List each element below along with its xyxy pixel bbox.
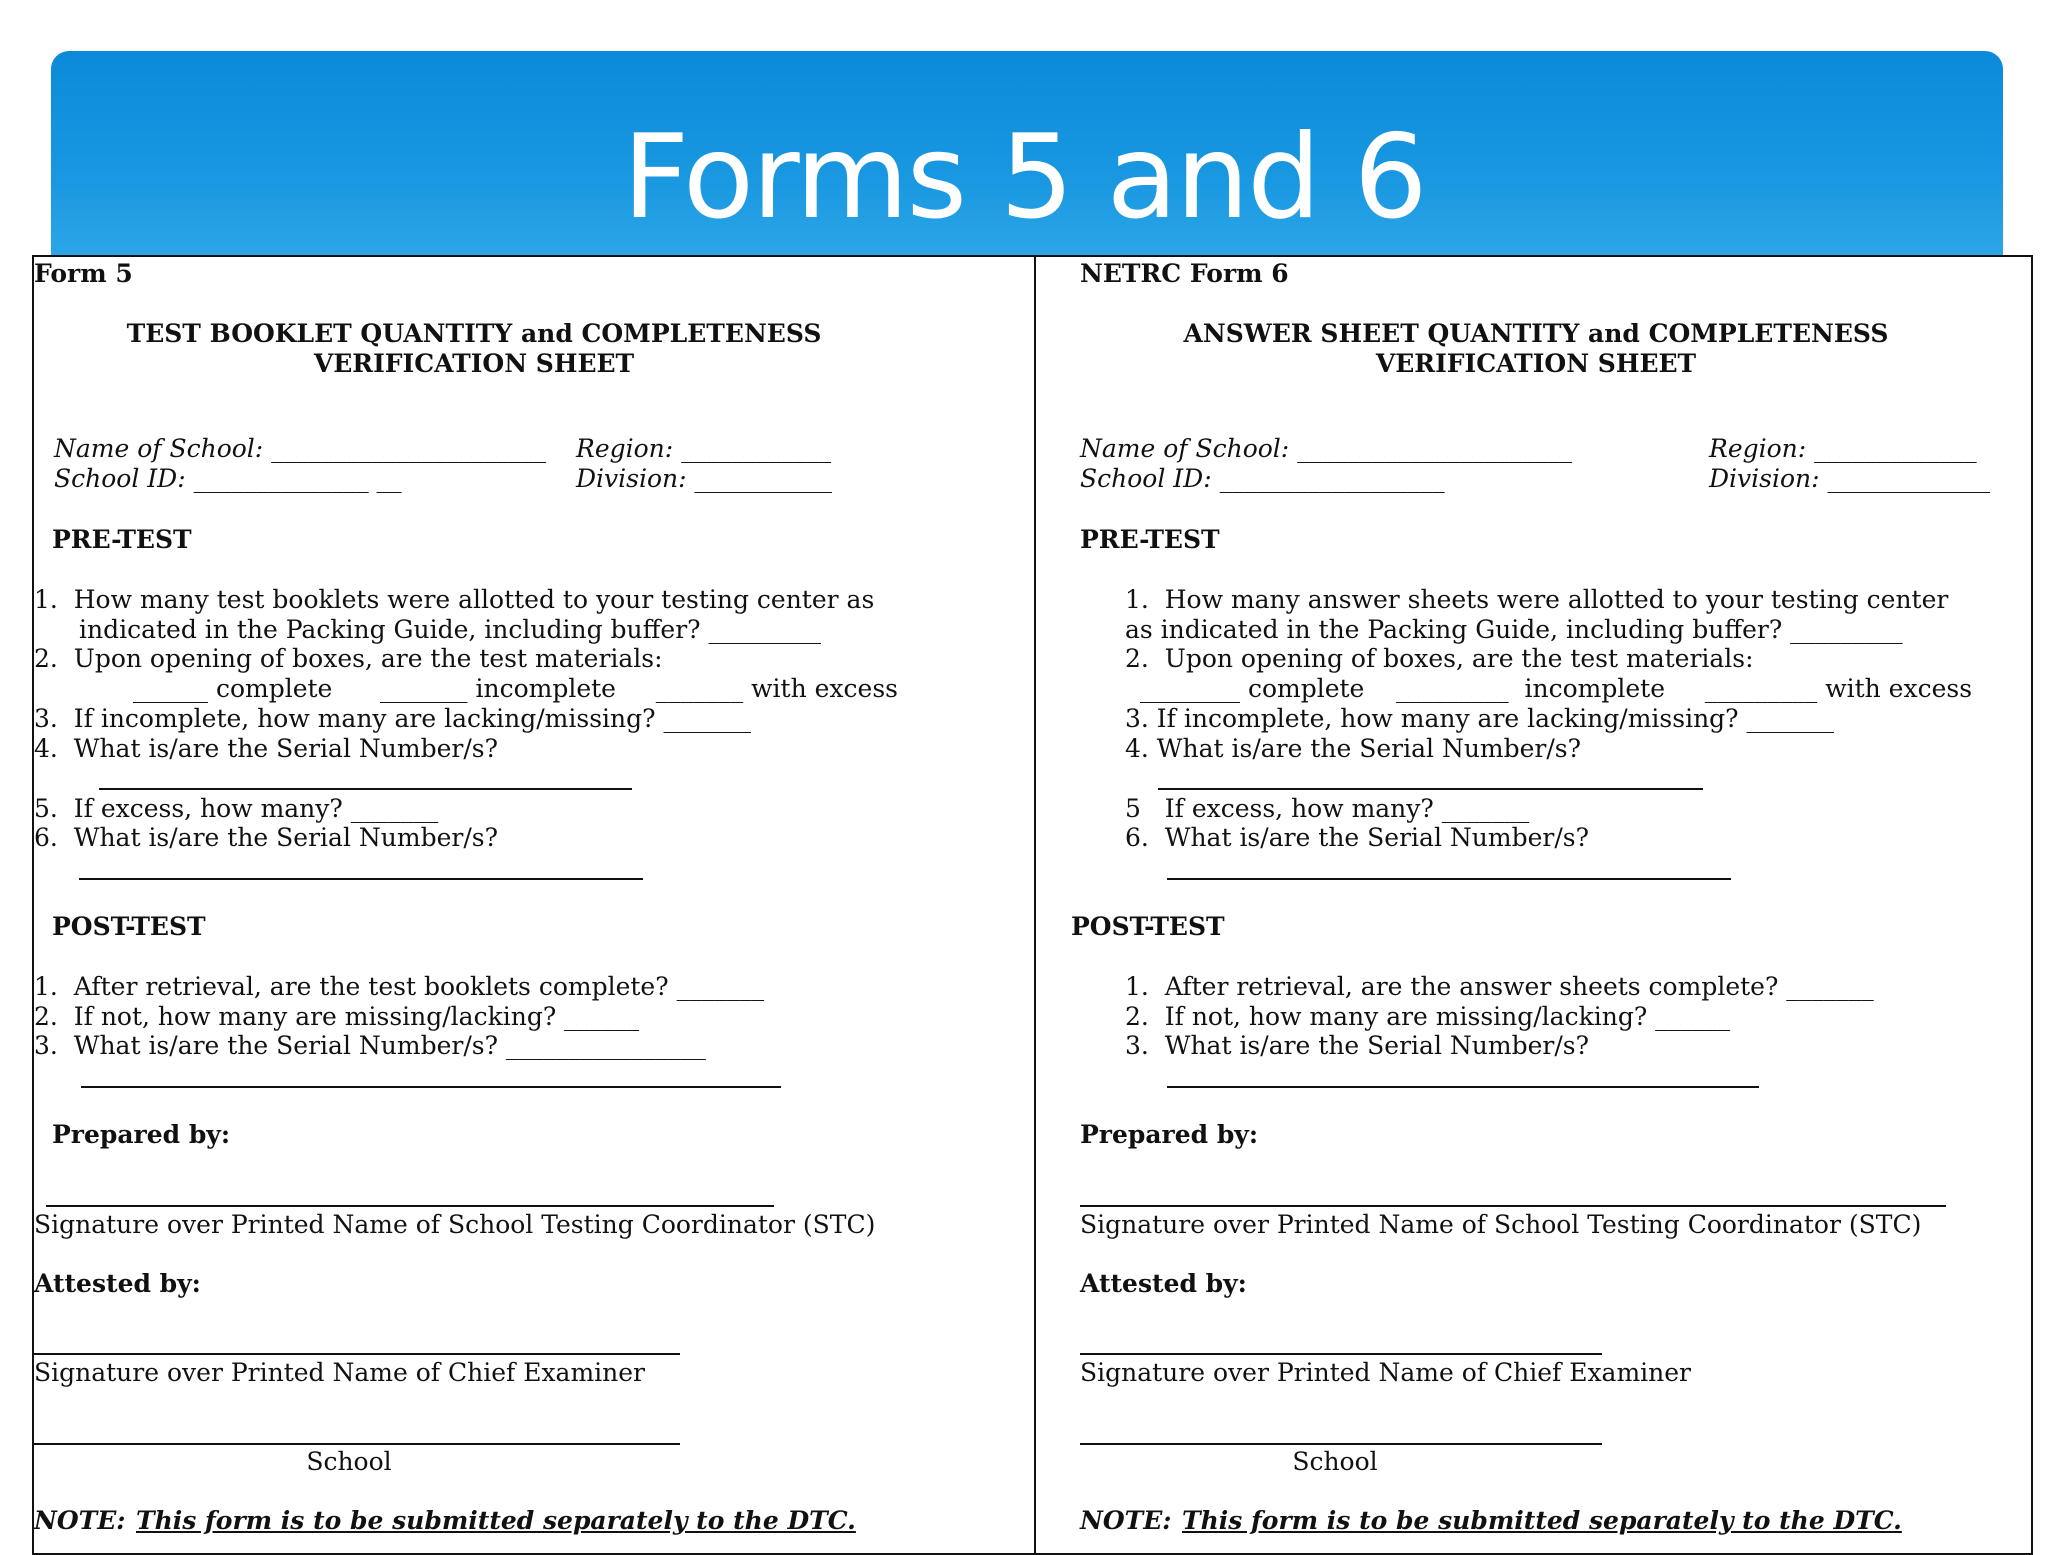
form5-serial-blank-2 xyxy=(79,878,643,880)
form5-posttest-label: POST-TEST xyxy=(52,912,206,941)
form5-pretest-q6: 6. What is/are the Serial Number/s? xyxy=(34,823,498,852)
form5-posttest-q2: 2. If not, how many are missing/lacking? ______ xyxy=(34,1002,640,1031)
form6-school-id: School ID: __________________ xyxy=(1080,464,1445,493)
form6-prepared-by: Prepared by: xyxy=(1080,1120,1259,1149)
form5-prepared-by: Prepared by: xyxy=(52,1120,231,1149)
form6-ce-caption: Signature over Printed Name of Chief Examiner xyxy=(1080,1358,1691,1387)
form6-heading-line2: VERIFICATION SHEET xyxy=(1375,349,1697,378)
form6-pretest-q1: 1. How many answer sheets were allotted to your testing center xyxy=(1125,585,1949,614)
form6-pretest-q6: 6. What is/are the Serial Number/s? xyxy=(1125,823,1589,852)
form6-stc-caption: Signature over Printed Name of School Testing Coordinator (STC) xyxy=(1080,1210,1922,1239)
form6-ce-signature-line xyxy=(1080,1353,1602,1355)
form5-stc-signature-line xyxy=(46,1205,774,1207)
form6-pretest-q2-options: ________ complete _________ incomplete _________ with excess xyxy=(1140,674,1973,703)
form5-school-id: School ID: ______________ __ xyxy=(54,464,402,493)
form6-pretest-q5: 5 If excess, how many? _______ xyxy=(1125,794,1530,823)
form6-division: Division: _____________ xyxy=(1709,464,1991,493)
form5-pretest-q5: 5. If excess, how many? _______ xyxy=(34,794,439,823)
form5-attested-by: Attested by: xyxy=(34,1269,201,1298)
form5-pretest-q2: 2. Upon opening of boxes, are the test materials: xyxy=(34,644,663,673)
form5-panel xyxy=(32,255,1036,1555)
form6-pretest-q3: 3. If incomplete, how many are lacking/missing? _______ xyxy=(1125,704,1835,733)
form6-stc-signature-line xyxy=(1080,1205,1946,1207)
form5-posttest-serial-blank xyxy=(81,1086,781,1088)
form5-name-of-school: Name of School: ______________________ xyxy=(54,434,547,463)
form5-school-line xyxy=(34,1443,680,1445)
form5-pretest-q2-options: ______ complete _______ incomplete _______ with excess xyxy=(133,674,898,703)
form6-posttest-label: POST-TEST xyxy=(1071,912,1225,941)
form6-pretest-label: PRE-TEST xyxy=(1080,525,1220,554)
form6-posttest-q3: 3. What is/are the Serial Number/s? xyxy=(1125,1031,1589,1060)
form6-serial-blank xyxy=(1158,788,1703,790)
form6-pretest-q4: 4. What is/are the Serial Number/s? xyxy=(1125,734,1582,763)
form5-region: Region: ____________ xyxy=(576,434,832,463)
form5-ce-signature-line xyxy=(34,1353,680,1355)
form5-note-text: This form is to be submitted separately to the DTC. xyxy=(136,1506,856,1535)
form5-ce-caption: Signature over Printed Name of Chief Examiner xyxy=(34,1358,645,1387)
form6-school-caption: School xyxy=(1292,1447,1378,1476)
form5-pretest-label: PRE-TEST xyxy=(52,525,192,554)
form6-serial-blank-2 xyxy=(1167,878,1731,880)
form6-label: NETRC Form 6 xyxy=(1080,259,1289,288)
form5-pretest-q1-cont: indicated in the Packing Guide, including buffer? _________ xyxy=(79,615,821,644)
form6-heading-line1: ANSWER SHEET QUANTITY and COMPLETENESS xyxy=(1183,319,1889,348)
form6-posttest-q2: 2. If not, how many are missing/lacking? ______ xyxy=(1125,1002,1731,1031)
form6-pretest-q1-cont: as indicated in the Packing Guide, including buffer? _________ xyxy=(1125,615,1903,644)
form5-heading-line1: TEST BOOKLET QUANTITY and COMPLETENESS xyxy=(126,319,822,348)
form6-attested-by: Attested by: xyxy=(1080,1269,1247,1298)
form5-note-label: NOTE: xyxy=(34,1506,126,1535)
form5-serial-blank xyxy=(99,788,632,790)
form6-note-label: NOTE: xyxy=(1080,1506,1172,1535)
form5-school-caption: School xyxy=(306,1447,392,1476)
form6-posttest-serial-blank xyxy=(1167,1086,1759,1088)
form6-pretest-q2: 2. Upon opening of boxes, are the test materials: xyxy=(1125,644,1754,673)
form5-stc-caption: Signature over Printed Name of School Testing Coordinator (STC) xyxy=(34,1210,876,1239)
form6-posttest-q1: 1. After retrieval, are the answer sheets complete? _______ xyxy=(1125,972,1874,1001)
form5-division: Division: ___________ xyxy=(576,464,833,493)
form5-pretest-q3: 3. If incomplete, how many are lacking/missing? _______ xyxy=(34,704,751,733)
form6-name-of-school: Name of School: ______________________ xyxy=(1080,434,1573,463)
form5-label: Form 5 xyxy=(34,259,133,288)
form5-pretest-q1: 1. How many test booklets were allotted to your testing center as xyxy=(34,585,875,614)
form5-heading-line2: VERIFICATION SHEET xyxy=(313,349,635,378)
form6-school-line xyxy=(1080,1443,1602,1445)
form5-pretest-q4: 4. What is/are the Serial Number/s? xyxy=(34,734,498,763)
form6-region: Region: _____________ xyxy=(1709,434,1977,463)
form6-panel xyxy=(1034,255,2033,1555)
form5-posttest-q3: 3. What is/are the Serial Number/s? ________________ xyxy=(34,1031,706,1060)
slide-title: Forms 5 and 6 xyxy=(622,110,1426,245)
form6-note-text: This form is to be submitted separately to the DTC. xyxy=(1182,1506,1902,1535)
form5-posttest-q1: 1. After retrieval, are the test booklets complete? _______ xyxy=(34,972,765,1001)
